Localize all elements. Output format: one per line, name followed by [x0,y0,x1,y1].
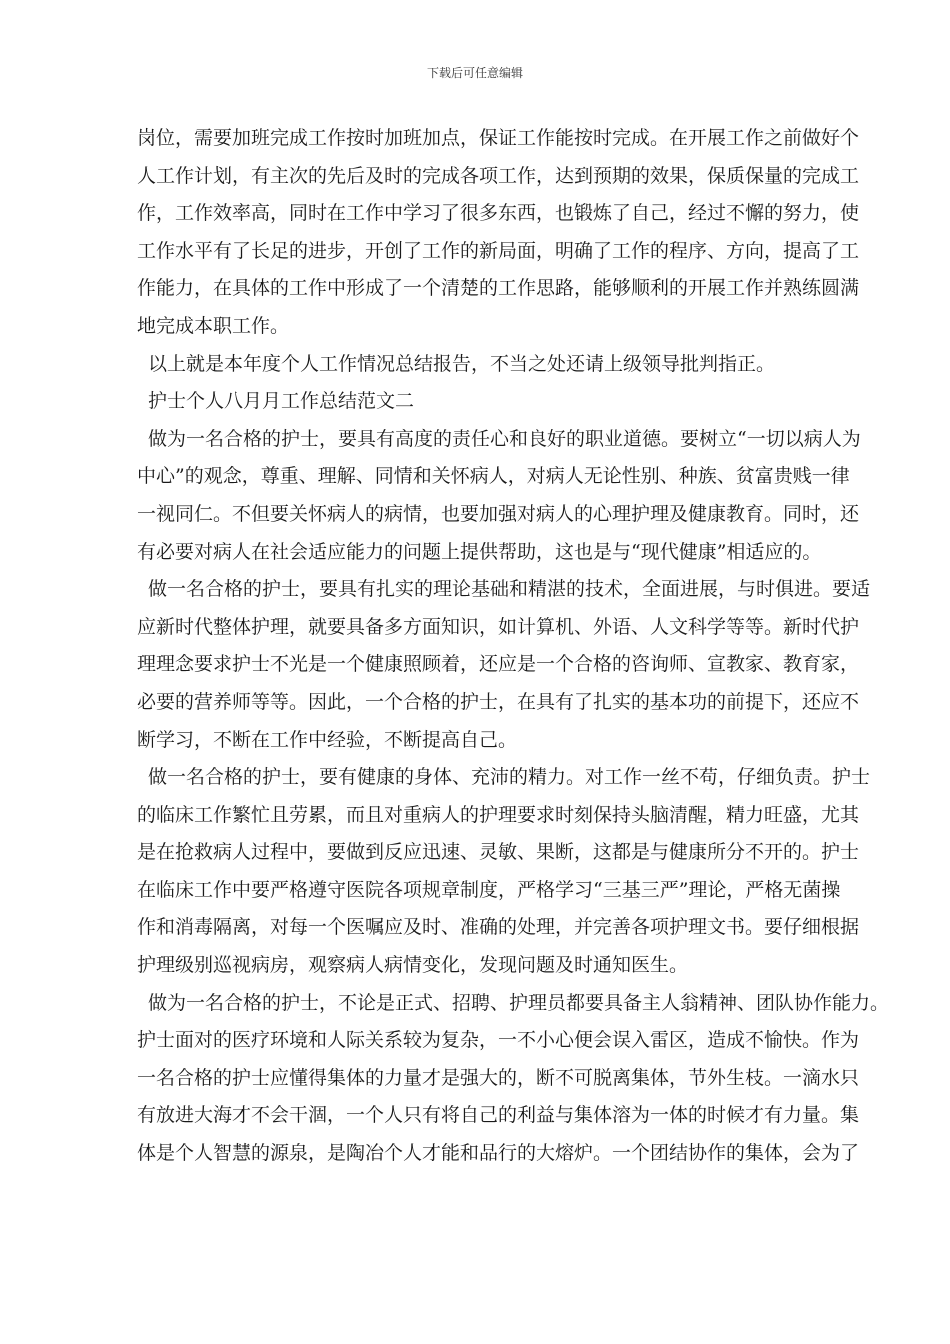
text-line: 有必要对病人在社会适应能力的问题上提供帮助，这也是与“现代健康”相适应的。 [137,540,822,563]
text-line: 人工作计划，有主次的先后及时的完成各项工作，达到预期的效果，保质保量的完成工 [137,164,860,187]
document-body [137,120,897,1173]
text-line: 工作水平有了长足的进步，开创了工作的新局面，明确了工作的程序、方向，提高了工 [137,239,860,262]
text-line: 一视同仁。不但要关怀病人的病情，也要加强对病人的心理护理及健康教育。同时，还 [137,502,860,525]
text-line: 做为一名合格的护士，要具有高度的责任心和良好的职业道德。要树立“一切以病人为 [148,427,861,450]
text-line: 中心”的观念，尊重、理解、同情和关怀病人，对病人无论性别、种族、贫富贵贱一律 [137,465,850,488]
text-line: 有放进大海才不会干涸，一个人只有将自己的利益与集体溶为一体的时候才有力量。集 [137,1104,860,1127]
text-line: 的临床工作繁忙且劳累，而且对重病人的护理要求时刻保持头脑清醒，精力旺盛，尤其 [137,803,860,826]
text-line: 做一名合格的护士，要有健康的身体、充沛的精力。对工作一丝不苟，仔细负责。护士 [148,766,871,789]
text-line: 理理念要求护士不光是一个健康照顾着，还应是一个合格的咨询师、宣教家、教育家， [137,653,860,676]
text-line: 作和消毒隔离，对每一个医嘱应及时、准确的处理，并完善各项护理文书。要仔细根据 [137,916,860,939]
text-line: 做为一名合格的护士，不论是正式、招聘、护理员都要具备主人翁精神、团队协作能力。 [148,991,890,1014]
text-line: 是在抢救病人过程中，要做到反应迅速、灵敏、果断，这都是与健康所分不开的。护士 [137,841,860,864]
text-line: 必要的营养师等等。因此，一个合格的护士，在具有了扎实的基本功的前提下，还应不 [137,690,860,713]
text-line: 护士面对的医疗环境和人际关系较为复杂，一不小心便会误入雷区，造成不愉快。作为 [137,1029,860,1052]
text-line: 做一名合格的护士，要具有扎实的理论基础和精湛的技术，全面进展，与时俱进。要适 [148,578,871,601]
text-line: 体是个人智慧的源泉，是陶冶个人才能和品行的大熔炉。一个团结协作的集体，会为了 [137,1142,860,1165]
text-line: 地完成本职工作。 [137,314,290,337]
text-line: 岗位，需要加班完成工作按时加班加点，保证工作能按时完成。在开展工作之前做好个 [137,127,860,149]
text-line: 护士个人八月月工作总结范文二 [148,390,415,413]
text-line: 护理级别巡视病房，观察病人病情变化，发现问题及时通知医生。 [137,954,689,977]
text-line: 以上就是本年度个人工作情况总结报告，不当之处还请上级领导批判指正。 [148,352,776,375]
text-line: 应新时代整体护理，就要具备多方面知识，如计算机、外语、人文科学等等。新时代护 [137,615,860,638]
text-line: 一名合格的护士应懂得集体的力量才是强大的，断不可脱离集体，节外生枝。一滴水只 [137,1066,860,1089]
page-header: 下载后可任意编辑 [426,66,523,80]
text-line: 断学习，不断在工作中经验，不断提高自己。 [137,728,518,751]
text-line: 在临床工作中要严格遵守医院各项规章制度，严格学习“三基三严”理论，严格无菌操 [137,878,841,901]
text-line: 作能力，在具体的工作中形成了一个清楚的工作思路，能够顺利的开展工作并熟练圆满 [137,277,860,300]
text-line: 作，工作效率高，同时在工作中学习了很多东西，也锻炼了自己，经过不懈的努力，使 [137,202,860,225]
